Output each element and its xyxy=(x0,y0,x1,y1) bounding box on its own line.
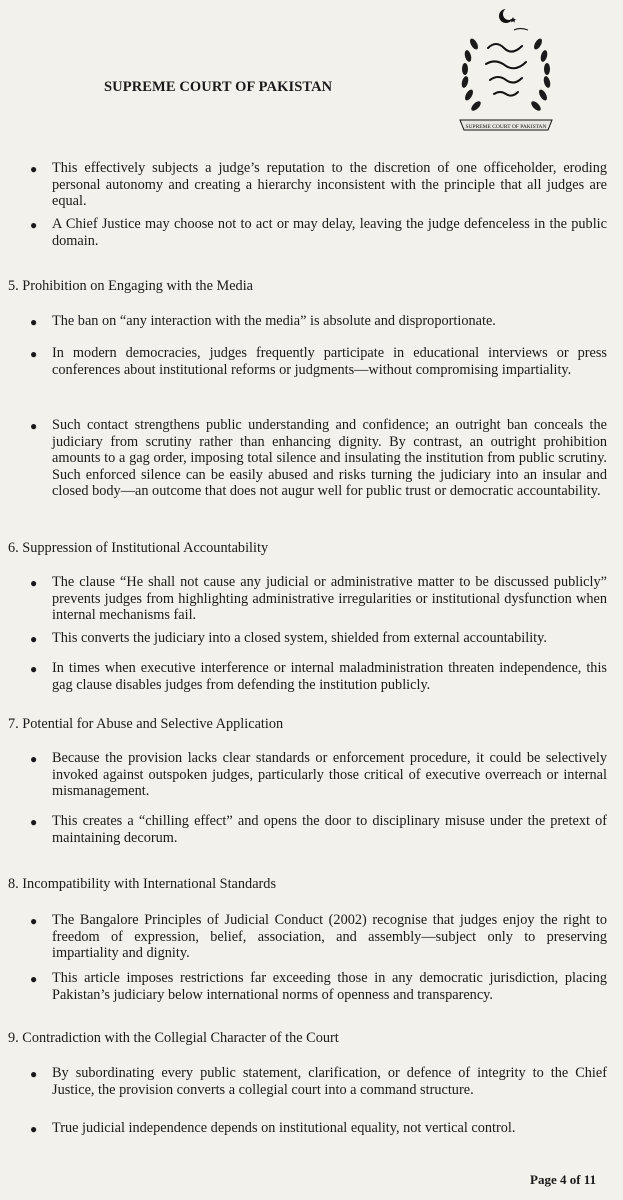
bullet-icon: ● xyxy=(30,815,38,829)
list-item: ● The clause “He shall not cause any judicial or administrative matter to be discussed publicly” prevents judges from highlighting administrative irregularities or institutional dysfunction when internal mechanisms fail. xyxy=(30,574,607,623)
bullet-icon: ● xyxy=(30,315,38,329)
list-item: ● Such contact strengthens public understanding and confidence; an outright ban conceals the judiciary from scrutiny rather than enhancing dignity. By contrast, an outright prohibition amounts to a gag order, imposing total silence and insulating the institution from public scrutiny. Such enforced silence can be easily abused and risks turning the judiciary into an insular and closed body—an outcome that does not augur well for public trust or democratic accountability. xyxy=(30,417,607,499)
page-number: Page 4 of 11 xyxy=(530,1172,597,1187)
list-item: ● By subordinating every public statement, clarification, or defence of integrity to the Chief Justice, the provision converts a collegial court into a command structure. xyxy=(30,1065,607,1098)
section-heading: 6. Suppression of Institutional Accountability xyxy=(8,540,269,556)
section-heading: 8. Incompatibility with International Standards xyxy=(8,876,277,892)
bullet-icon: ● xyxy=(30,662,38,676)
bullet-icon: ● xyxy=(30,752,38,766)
bullet-icon: ● xyxy=(30,1067,38,1081)
list-item: ● True judicial independence depends on institutional equality, not vertical control. xyxy=(30,1120,516,1136)
svg-text:SUPREME COURT OF PAKISTAN: SUPREME COURT OF PAKISTAN xyxy=(465,124,547,130)
list-item: ● A Chief Justice may choose not to act or may delay, leaving the judge defenceless in the public domain. xyxy=(30,216,607,249)
section-heading: 9. Contradiction with the Collegial Character of the Court xyxy=(8,1030,339,1046)
bullet-icon: ● xyxy=(30,162,38,176)
list-item: ● The Bangalore Principles of Judicial Conduct (2002) recognise that judges enjoy the right to freedom of expression, belief, association, and assembly—subject only to preserving impartiality and dignity. xyxy=(30,912,607,961)
bullet-icon: ● xyxy=(30,576,38,590)
bullet-icon: ● xyxy=(30,218,38,232)
bullet-icon: ● xyxy=(30,972,38,986)
section-heading: 7. Potential for Abuse and Selective Application xyxy=(8,716,284,732)
list-item: ● This article imposes restrictions far exceeding those in any democratic jurisdiction, placing Pakistan’s judiciary below international norms of openness and transparency. xyxy=(30,970,607,1003)
list-item: ● This effectively subjects a judge’s reputation to the discretion of one officeholder, eroding personal autonomy and creating a hierarchy inconsistent with the principle that all judges are equal. xyxy=(30,160,607,209)
list-item: ● In times when executive interference or internal maladministration threaten independence, this gag clause disables judges from defending the institution publicly. xyxy=(30,660,607,693)
list-item: ● In modern democracies, judges frequently participate in educational interviews or press conferences about institutional reforms or judgments—without compromising impartiality. xyxy=(30,345,607,378)
list-item: ● Because the provision lacks clear standards or enforcement procedure, it could be selectively invoked against outspoken judges, particularly those critical of executive overreach or internal mismanagement. xyxy=(30,750,607,799)
list-item: ● The ban on “any interaction with the media” is absolute and disproportionate. xyxy=(30,313,496,329)
list-item: ● This creates a “chilling effect” and opens the door to disciplinary misuse under the pretext of maintaining decorum. xyxy=(30,813,607,846)
bullet-icon: ● xyxy=(30,1122,38,1136)
bullet-icon: ● xyxy=(30,419,38,433)
court-title: SUPREME COURT OF PAKISTAN xyxy=(104,79,333,95)
bullet-icon: ● xyxy=(30,914,38,928)
list-item: ● This converts the judiciary into a closed system, shielded from external accountability. xyxy=(30,630,547,646)
section-heading: 5. Prohibition on Engaging with the Media xyxy=(8,278,254,294)
bullet-icon: ● xyxy=(30,632,38,646)
bullet-icon: ● xyxy=(30,347,38,361)
supreme-court-emblem-icon xyxy=(452,6,560,142)
